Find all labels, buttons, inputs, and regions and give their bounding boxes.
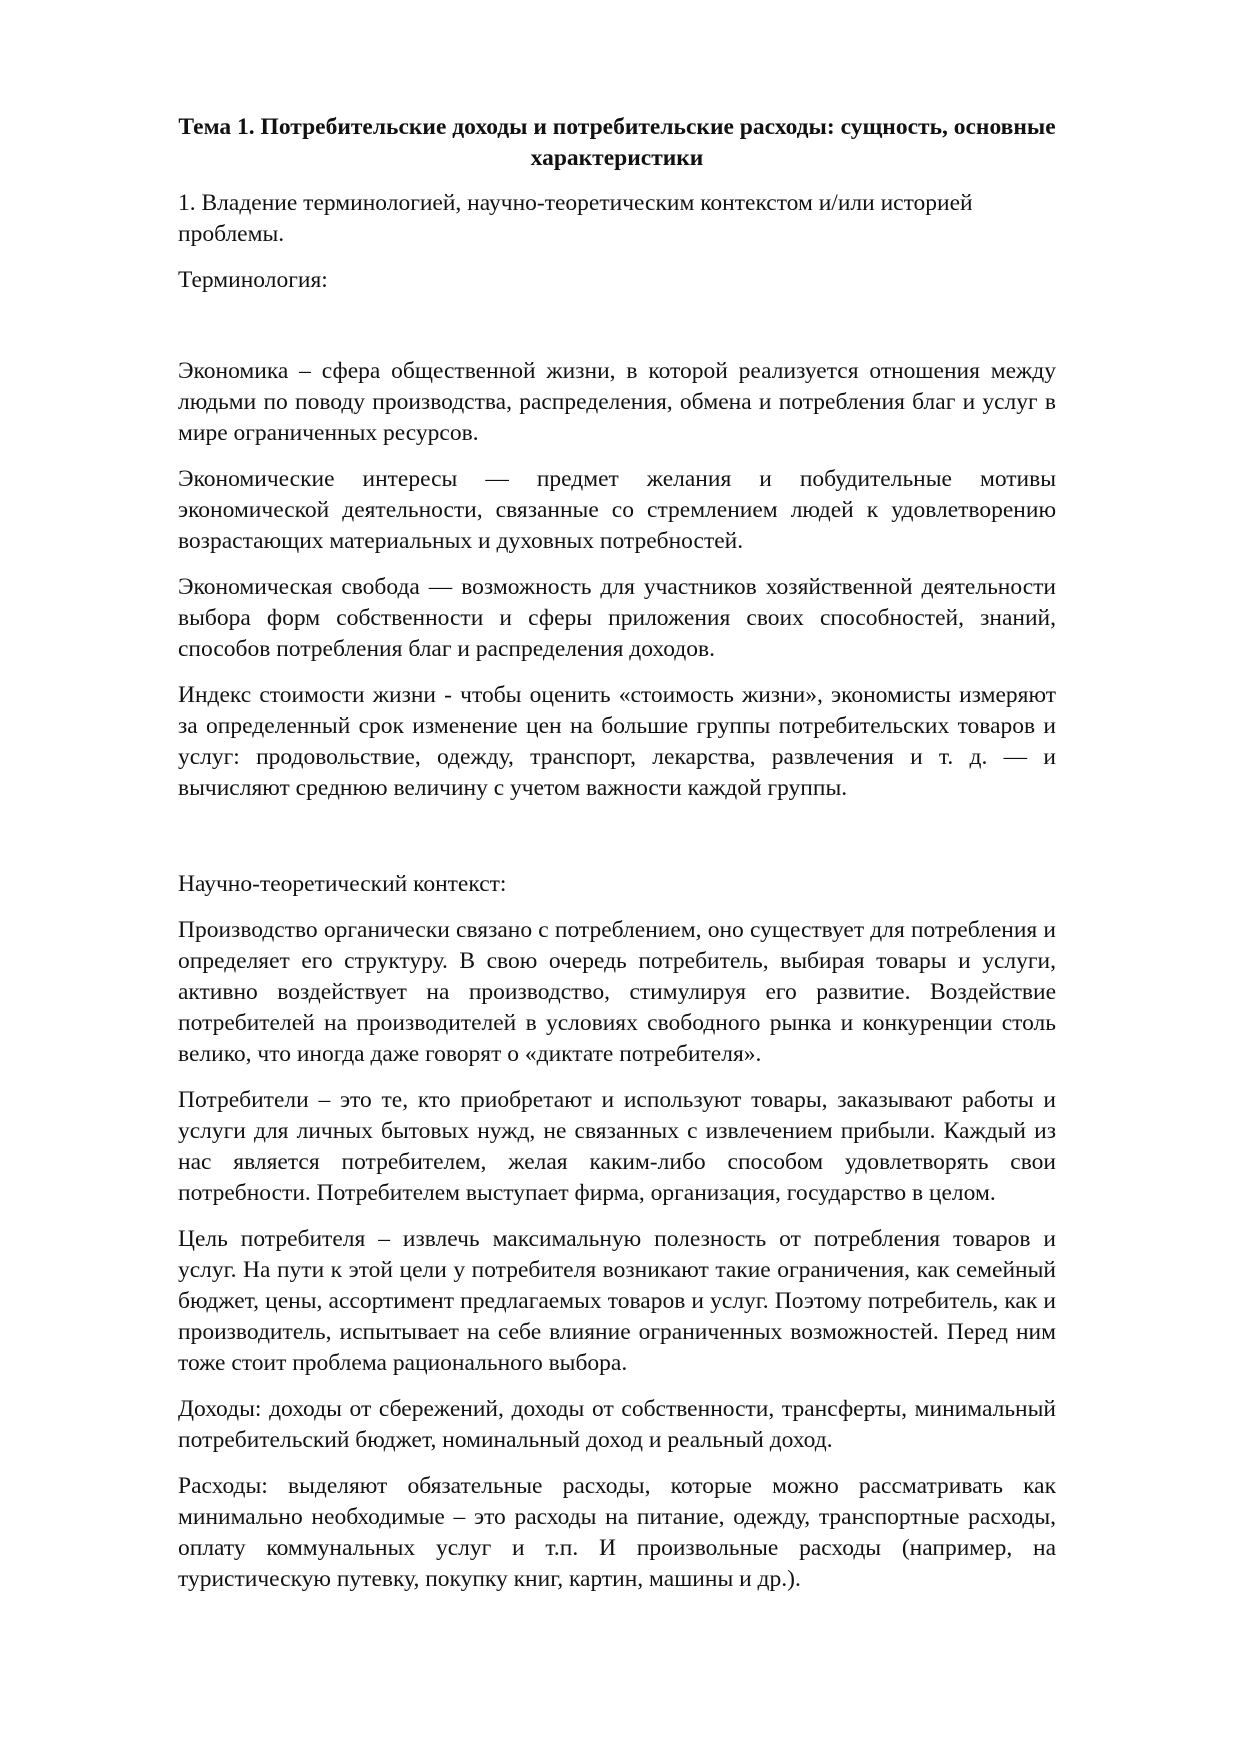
document-page <box>178 112 1056 1610</box>
terminology-label: Терминология: <box>178 267 328 293</box>
context-paragraph: Цель потребителя – извлечь максимальную полезность от потребления товаров и услуг. На пути к этой цели у потребителя возникают такие ограничения, как семейный бюджет, цены, ассортимент предлагаемых товаров и услуг. Поэтому потребитель, как и производитель, испытывает на себе влияние ограниченных возможностей. Перед ним тоже стоит проблема рационального выбора. <box>178 1226 1056 1376</box>
term-paragraph: Экономика – сфера общественной жизни, в которой реализуется отношения между людьми по поводу производства, распределения, обмена и потребления благ и услуг в мире ограниченных ресурсов. <box>178 358 1056 446</box>
term-paragraph: Индекс стоимости жизни - чтобы оценить «стоимость жизни», экономисты измеряют за определенный срок изменение цен на большие группы потребительских товаров и услуг: продовольствие, одежду, транспорт, лекарства, развлечения и т. д. — и вычисляют среднюю величину с учетом важности каждой группы. <box>178 682 1056 801</box>
context-label: Научно-теоретический контекст: <box>178 871 507 897</box>
blank-line <box>178 311 1056 356</box>
term-paragraph: Экономические интересы — предмет желания и побудительные мотивы экономической деятельности, связанные со стремлением людей к удовлетворению возрастающих материальных и духовных потребностей. <box>178 466 1056 554</box>
section-heading: 1. Владение терминологией, научно-теоретическим контекстом и/или историей проблемы. <box>178 190 973 247</box>
context-paragraph: Расходы: выделяют обязательные расходы, которые можно рассматривать как минимально необходимые – это расходы на питание, одежду, транспортные расходы, оплату коммунальных услуг и т.п. И произвольные расходы (например, на туристическую путевку, покупку книг, картин, машины и др.). <box>178 1473 1056 1592</box>
context-paragraph: Производство органически связано с потреблением, оно существует для потребления и определяет его структуру. В свою очередь потребитель, выбирая товары и услуги, активно воздействует на производство, стимулируя его развитие. Воздействие потребителей на производителей в условиях свободного рынка и конкуренции столь велико, что иногда даже говорят о «диктате потребителя». <box>178 917 1056 1067</box>
term-paragraph: Экономическая свобода — возможность для участников хозяйственной деятельности выбора форм собственности и сферы приложения своих способностей, знаний, способов потребления благ и распределения доходов. <box>178 574 1056 662</box>
context-paragraph: Потребители – это те, кто приобретают и используют товары, заказывают работы и услуги для личных бытовых нужд, не связанных с извлечением прибыли. Каждый из нас является потребителем, желая каким-либо способом удовлетворять свои потребности. Потребителем выступает фирма, организация, государство в целом. <box>178 1087 1056 1206</box>
context-paragraph: Доходы: доходы от сбережений, доходы от собственности, трансферты, минимальный потребительский бюджет, номинальный доход и реальный доход. <box>178 1396 1056 1453</box>
blank-line <box>178 819 1056 869</box>
document-title: Тема 1. Потребительские доходы и потребительские расходы: сущность, основные характеристики <box>178 114 1056 171</box>
